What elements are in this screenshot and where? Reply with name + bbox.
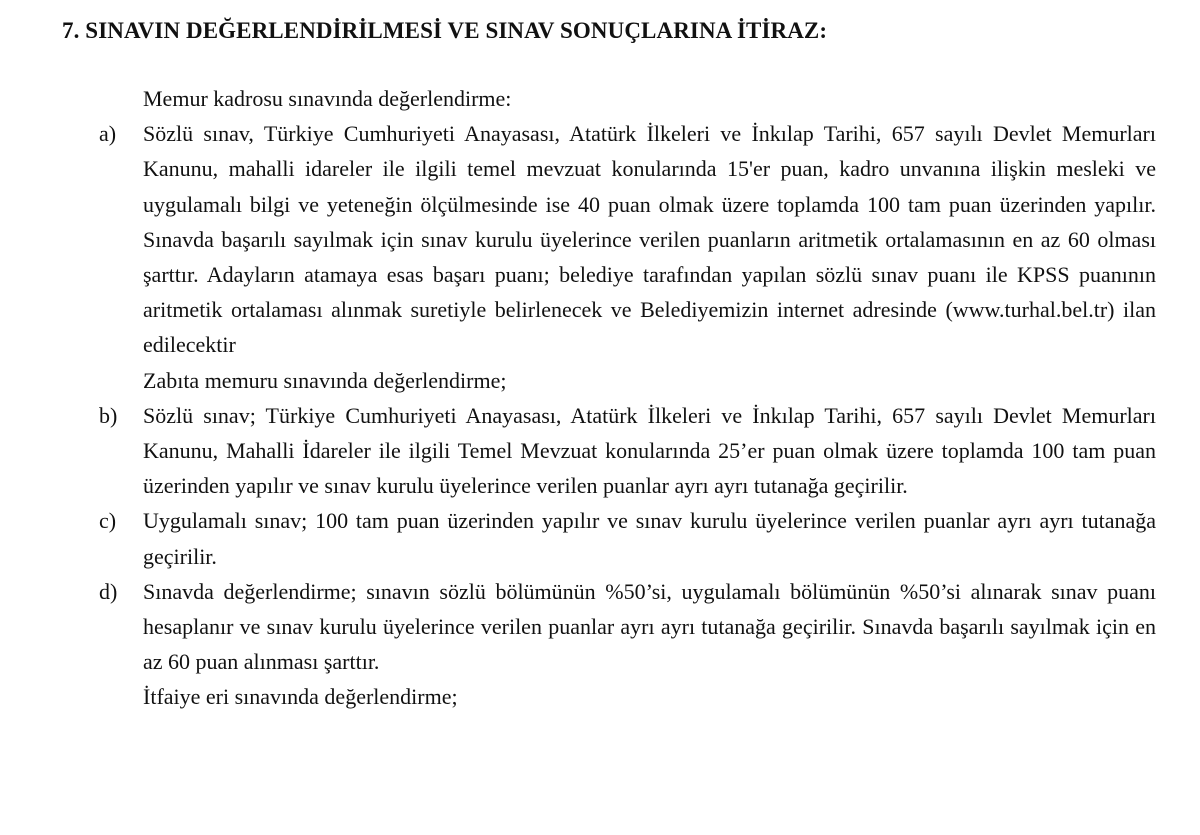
list-text-c: Uygulamalı sınav; 100 tam puan üzerinden yapılır ve sınav kurulu üyelerince verilen puanlar ayrı ayrı tutanağa geçirilir. bbox=[143, 508, 1156, 569]
list-item-c bbox=[99, 503, 1156, 573]
section-heading: 7. SINAVIN DEĞERLENDİRİLMESİ VE SINAV SONUÇLARINA İTİRAZ: bbox=[62, 18, 828, 43]
list-text-d: Sınavda değerlendirme; sınavın sözlü bölümünün %50’si, uygulamalı bölümünün %50’si alınarak sınav puanı hesaplanır ve sınav kurulu üyelerince verilen puanlar ayrı ayrı tutanağa geçirilir. Sınavda başarılı sayılmak için en az 60 puan alınması şarttır. bbox=[143, 578, 1156, 675]
zabita-intro: Zabıta memuru sınavında değerlendirme; bbox=[143, 367, 507, 393]
list-text-a: Sözlü sınav, Türkiye Cumhuriyeti Anayasası, Atatürk İlkeleri ve İnkılap Tarihi, 657 sayılı Devlet Memurları Kanunu, mahalli idareler ile ilgili temel mevzuat konularında 15'er puan, kadro unvanına ilişkin mesleki ve uygulamalı bilgi ve yeteneğin ölçülmesinde ise 40 puan olmak üzere toplamda 100 tam puan üzerinden yapılır. Sınavda başarılı sayılmak için sınav kurulu üyelerince verilen puanların aritmetik ortalamasının en az 60 olması şarttır. Adayların atamaya esas başarı puanı; belediye tarafından yapılan sözlü sınav puanı ile KPSS puanının aritmetik ortalaması alınmak suretiyle belirlenecek ve Belediyemizin internet adresinde (www.turhal.bel.tr) ilan edilecektir bbox=[143, 121, 1156, 358]
list-item-d bbox=[99, 574, 1156, 680]
list-marker-c: c) bbox=[99, 508, 117, 534]
itfaiye-intro: İtfaiye eri sınavında değerlendirme; bbox=[143, 684, 458, 710]
list-item-a bbox=[99, 116, 1156, 362]
list-item-b bbox=[99, 398, 1156, 504]
memur-intro: Memur kadrosu sınavında değerlendirme: bbox=[143, 86, 512, 111]
list-marker-a: a) bbox=[99, 121, 117, 147]
list-marker-b: b) bbox=[99, 402, 118, 428]
document-body bbox=[99, 81, 1156, 715]
list-text-b: Sözlü sınav; Türkiye Cumhuriyeti Anayasası, Atatürk İlkeleri ve İnkılap Tarihi, 657 sayılı Devlet Memurları Kanunu, Mahalli İdareler ile ilgili Temel Mevzuat konularında 25’er puan olmak üzere toplamda 100 tam puan üzerinden yapılır ve sınav kurulu üyelerince verilen puanlar ayrı ayrı tutanağa geçirilir. bbox=[143, 402, 1156, 499]
list-marker-d: d) bbox=[99, 578, 118, 604]
